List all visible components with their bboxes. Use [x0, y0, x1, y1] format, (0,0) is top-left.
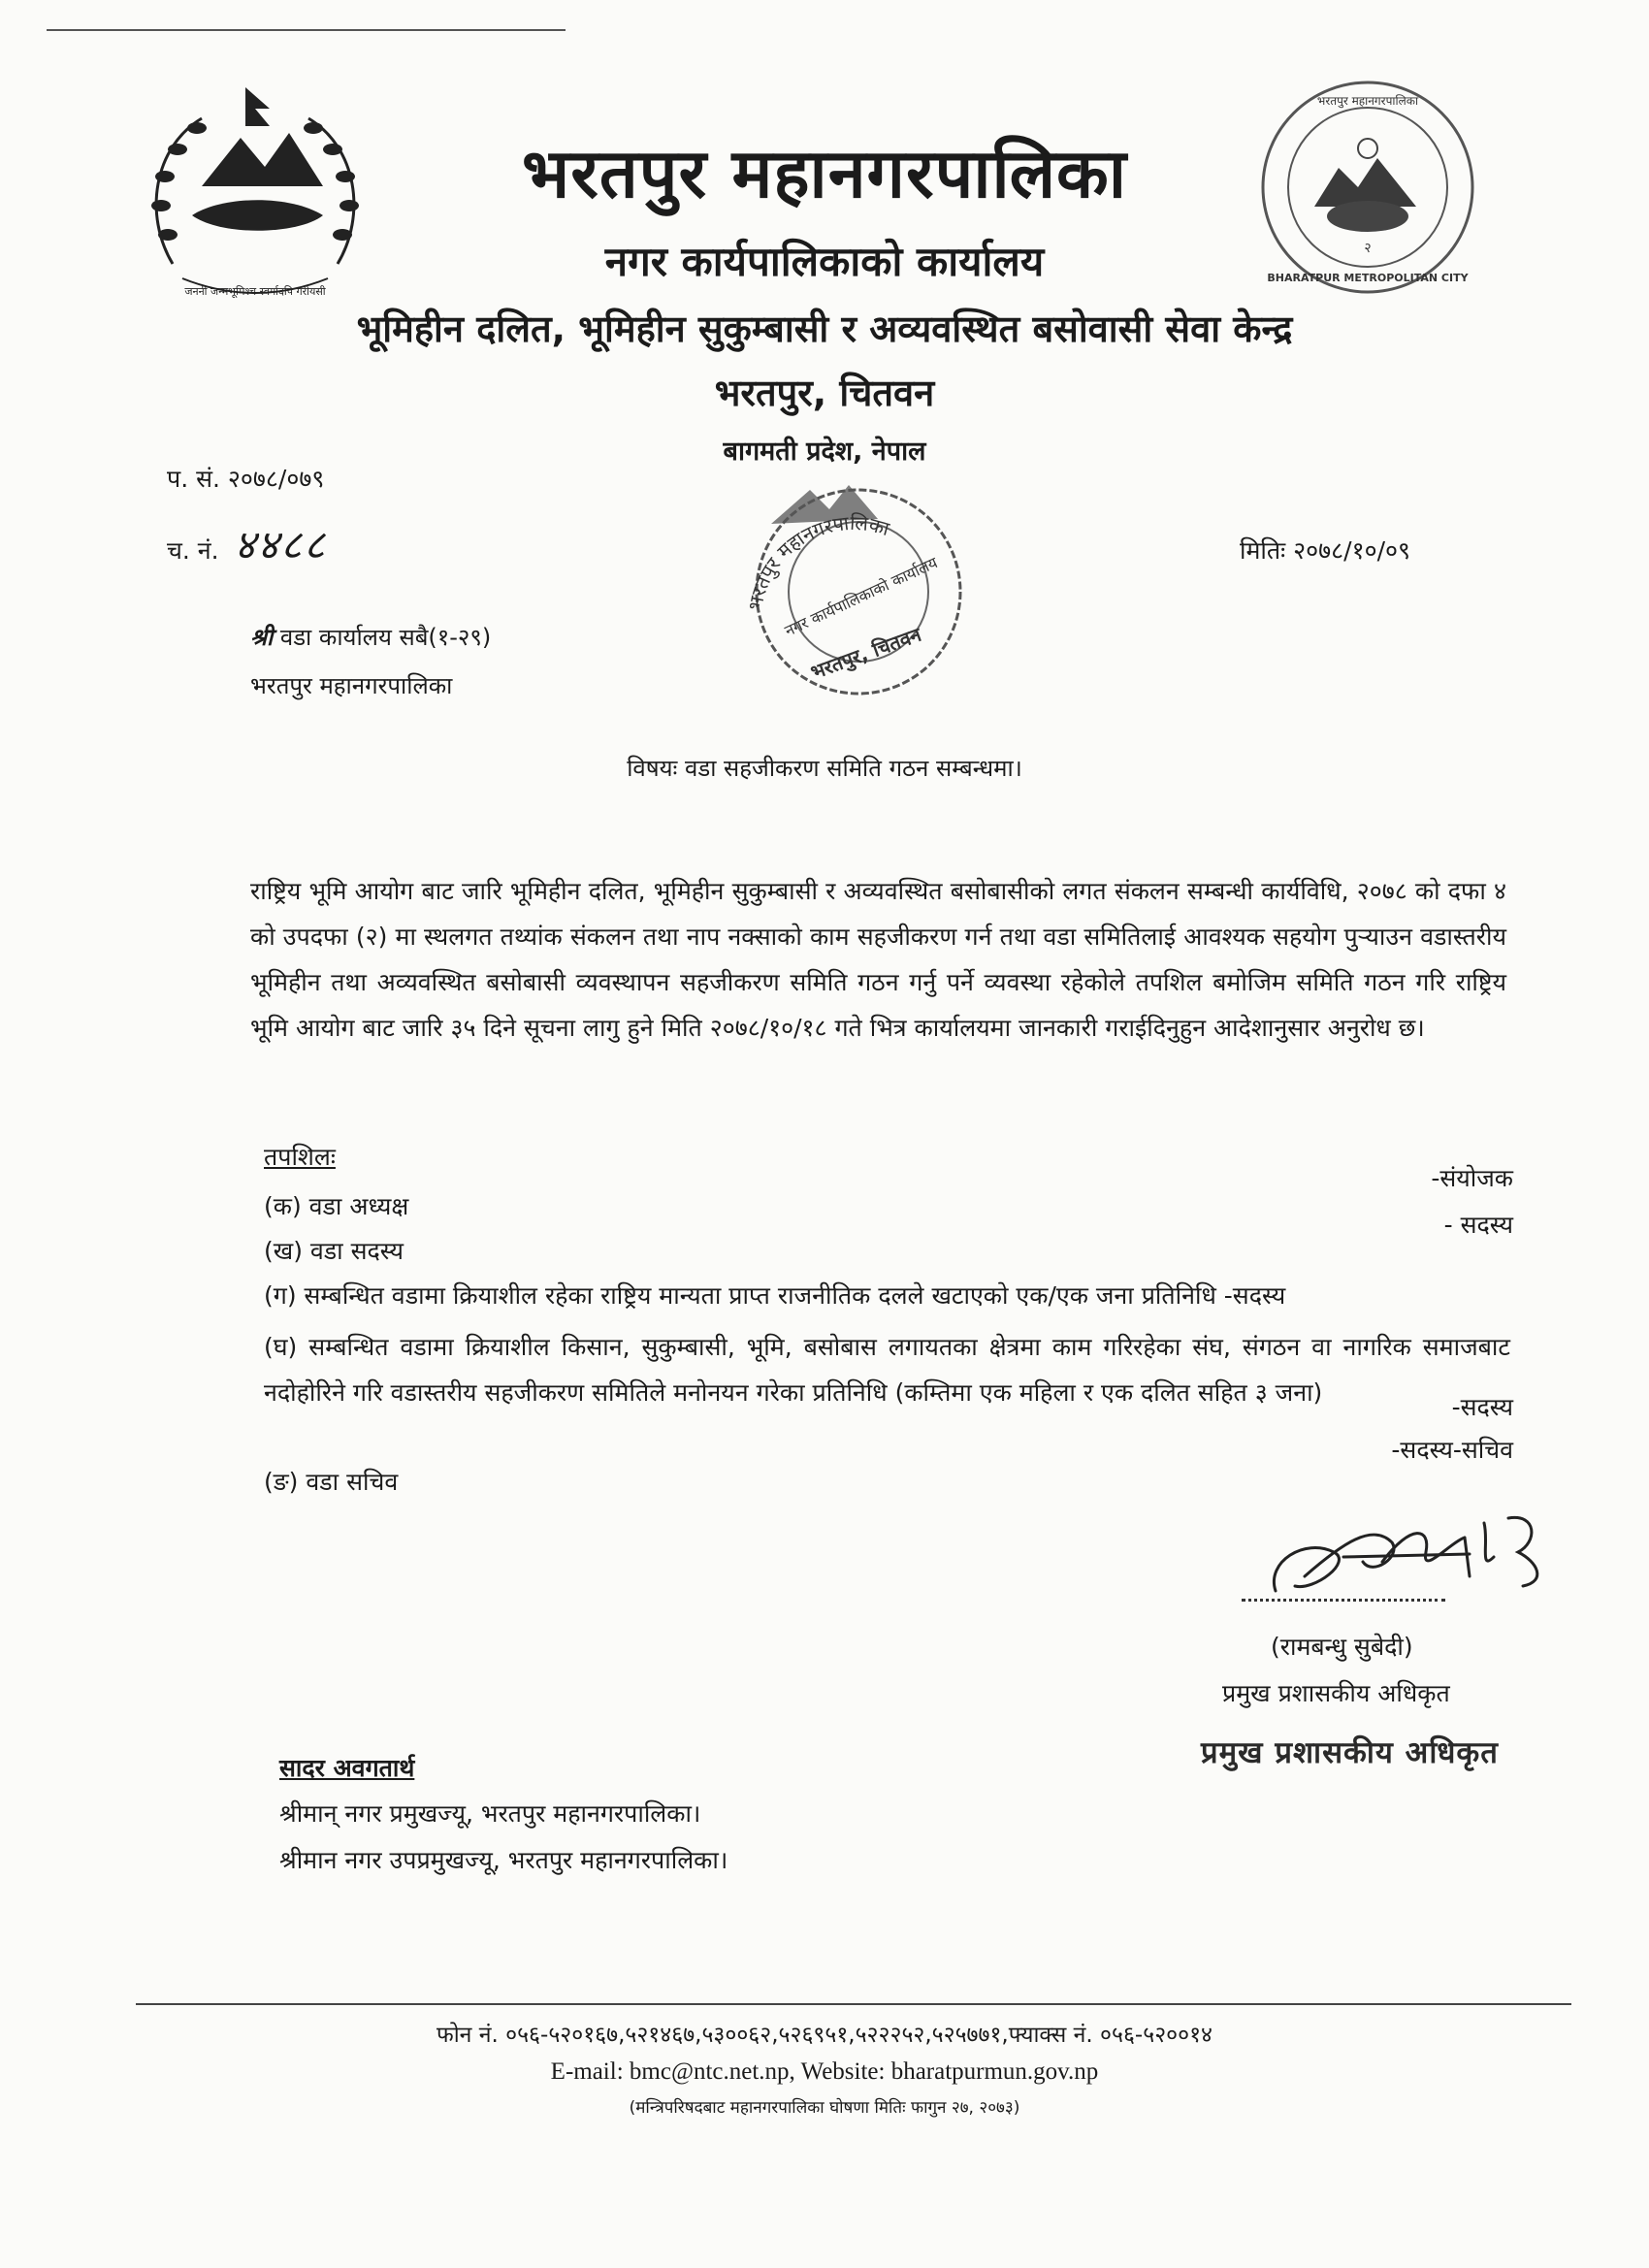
signatory-name: (रामबन्धु सुबेदी): [1271, 1633, 1413, 1661]
signatory-title: प्रमुख प्रशासकीय अधिकृत: [1222, 1679, 1450, 1707]
svg-text:२: २: [1364, 241, 1372, 256]
office-name: नगर कार्यपालिकाको कार्यालय: [604, 238, 1045, 285]
dispatch-number-value: ४४८८: [234, 521, 327, 568]
svg-text:भरतपुर, चितवन: भरतपुर, चितवन: [807, 622, 924, 685]
fiscal-year-label: प. सं.: [167, 465, 220, 493]
top-rule: [47, 29, 566, 31]
footer-contact: E-mail: bmc@ntc.net.np, Website: bharatpurmun.gov.np: [550, 2058, 1099, 2085]
office-stamp: [703, 466, 994, 708]
footer-phone: फोन नं. ०५६-५२०१६७,५२१४६७,५३००६२,५२६९५१,५२२२५२,५२५७७१,फ्याक्स नं. ०५६-५२००१४: [436, 2023, 1212, 2048]
fiscal-year: [167, 462, 324, 495]
tapshil-item: (ङ) वडा सचिव: [264, 1468, 399, 1496]
tapshil-item: (क) वडा अध्यक्ष: [264, 1192, 409, 1220]
date-label: मितिः: [1240, 536, 1286, 565]
tapshil-item: (घ) सम्बन्धित वडामा क्रियाशील किसान, सुकुम्बासी, भूमि, बसोबास लगायतका क्षेत्रमा काम गरिरहेका संघ, संगठन वा नागरिक समाजबाट नदोहोरिने गरि वडास्तरीय सहजीकरण समितिले मनोनयन गरेका प्रतिनिधि (कम्तिमा एक महिला र एक दलित सहित ३ जना): [264, 1333, 1510, 1407]
dispatch-number: [167, 516, 327, 571]
cc-heading: सादर अवगतार्थ: [279, 1754, 415, 1782]
recipient-line2: भरतपुर महानगरपालिका: [250, 672, 453, 699]
recipient-office: वडा कार्यालय सबै(१-२९): [279, 624, 492, 651]
letter-date: [1240, 534, 1410, 567]
tapshil-role: -संयोजक: [1431, 1164, 1513, 1192]
tapshil-item: (ख) वडा सदस्य: [264, 1237, 404, 1265]
recipient-line1: [250, 621, 491, 653]
svg-text:भरतपुर महानगरपालिका: भरतपुर महानगरपालिका: [743, 510, 892, 612]
cc-line: श्रीमान् नगर प्रमुखज्यू, भरतपुर महानगरपालिका।: [279, 1799, 701, 1828]
center-name: भूमिहीन दलित, भूमिहीन सुकुम्बासी र अव्यवस्थित बसोवासी सेवा केन्द्र: [356, 308, 1293, 350]
designation-stamp: प्रमुख प्रशासकीय अधिकृत: [1201, 1735, 1499, 1770]
tapshil-heading: तपशिलः: [264, 1143, 336, 1171]
svg-text:BHARATPUR METROPOLITAN CITY: BHARATPUR METROPOLITAN CITY: [1267, 272, 1469, 284]
tapshil-role: -सदस्य: [1451, 1393, 1513, 1421]
tapshil-role: -सदस्य-सचिव: [1391, 1436, 1513, 1464]
footer-declaration: (मन्त्रिपरिषदबाट महानगरपालिका घोषणा मितिः फागुन २७, २०७३): [629, 2098, 1020, 2118]
tapshil-item: (ग) सम्बन्धित वडामा क्रियाशील रहेका राष्ट्रिय मान्यता प्राप्त राजनीतिक दलले खटाएको एक/एक जना प्रतिनिधि -सदस्य: [264, 1281, 1286, 1310]
date-value: २०७८/१०/०९: [1293, 536, 1411, 565]
body-paragraph: राष्ट्रिय भूमि आयोग बाट जारि भूमिहीन दलित, भूमिहीन सुकुम्बासी र अव्यवस्थित बसोबासीको लगत संकलन सम्बन्धी कार्यविधि, २०७८ को दफा ४ को उपदफा (२) मा स्थलगत तथ्यांक संकलन तथा नाप नक्साको काम सहजीकरण गर्न तथा वडा समितिलाई आवश्यक सहयोग पुऱ्याउन वडास्तरीय भूमिहीन तथा अव्यवस्थित बसोबासी व्यवस्थापन सहजीकरण समिति गठन गर्नु पर्ने व्यवस्था रहेकोले तपशिल बमोजिम समिति गठन गरि राष्ट्रिय भूमि आयोग बाट जारि ३५ दिने सूचना लागु हुने मिति २०७८/१०/१८ गते भित्र कार्यालयमा जानकारी गराईदिनुहुन आदेशानुसार अनुरोध छ।: [250, 877, 1506, 1042]
svg-text:नगर कार्यपालिकाको कार्यालय: नगर कार्यपालिकाको कार्यालय: [781, 553, 941, 640]
footer-rule: [136, 2003, 1571, 2005]
dispatch-number-label: च. नं.: [167, 536, 219, 565]
org-name: भरतपुर महानगरपालिका: [522, 133, 1127, 213]
location: भरतपुर, चितवन: [714, 372, 935, 414]
recipient-honorific: श्री: [250, 623, 274, 651]
province: बागमती प्रदेश, नेपाल: [723, 437, 926, 467]
svg-text:भरतपुर महानगरपालिका: भरतपुर महानगरपालिका: [1316, 94, 1419, 108]
cc-line: श्रीमान नगर उपप्रमुखज्यू, भरतपुर महानगरपालिका।: [279, 1846, 728, 1874]
svg-text:जननी जन्मभूमिश्च स्वर्गादपि गर: जननी जन्मभूमिश्च स्वर्गादपि गरीयसी: [184, 285, 326, 298]
subject-line: विषयः वडा सहजीकरण समिति गठन सम्बन्धमा।: [627, 755, 1022, 782]
signature-line: [1242, 1599, 1445, 1602]
tapshil-role: - सदस्य: [1443, 1211, 1513, 1239]
fiscal-year-value: २०७८/०७९: [227, 465, 325, 493]
